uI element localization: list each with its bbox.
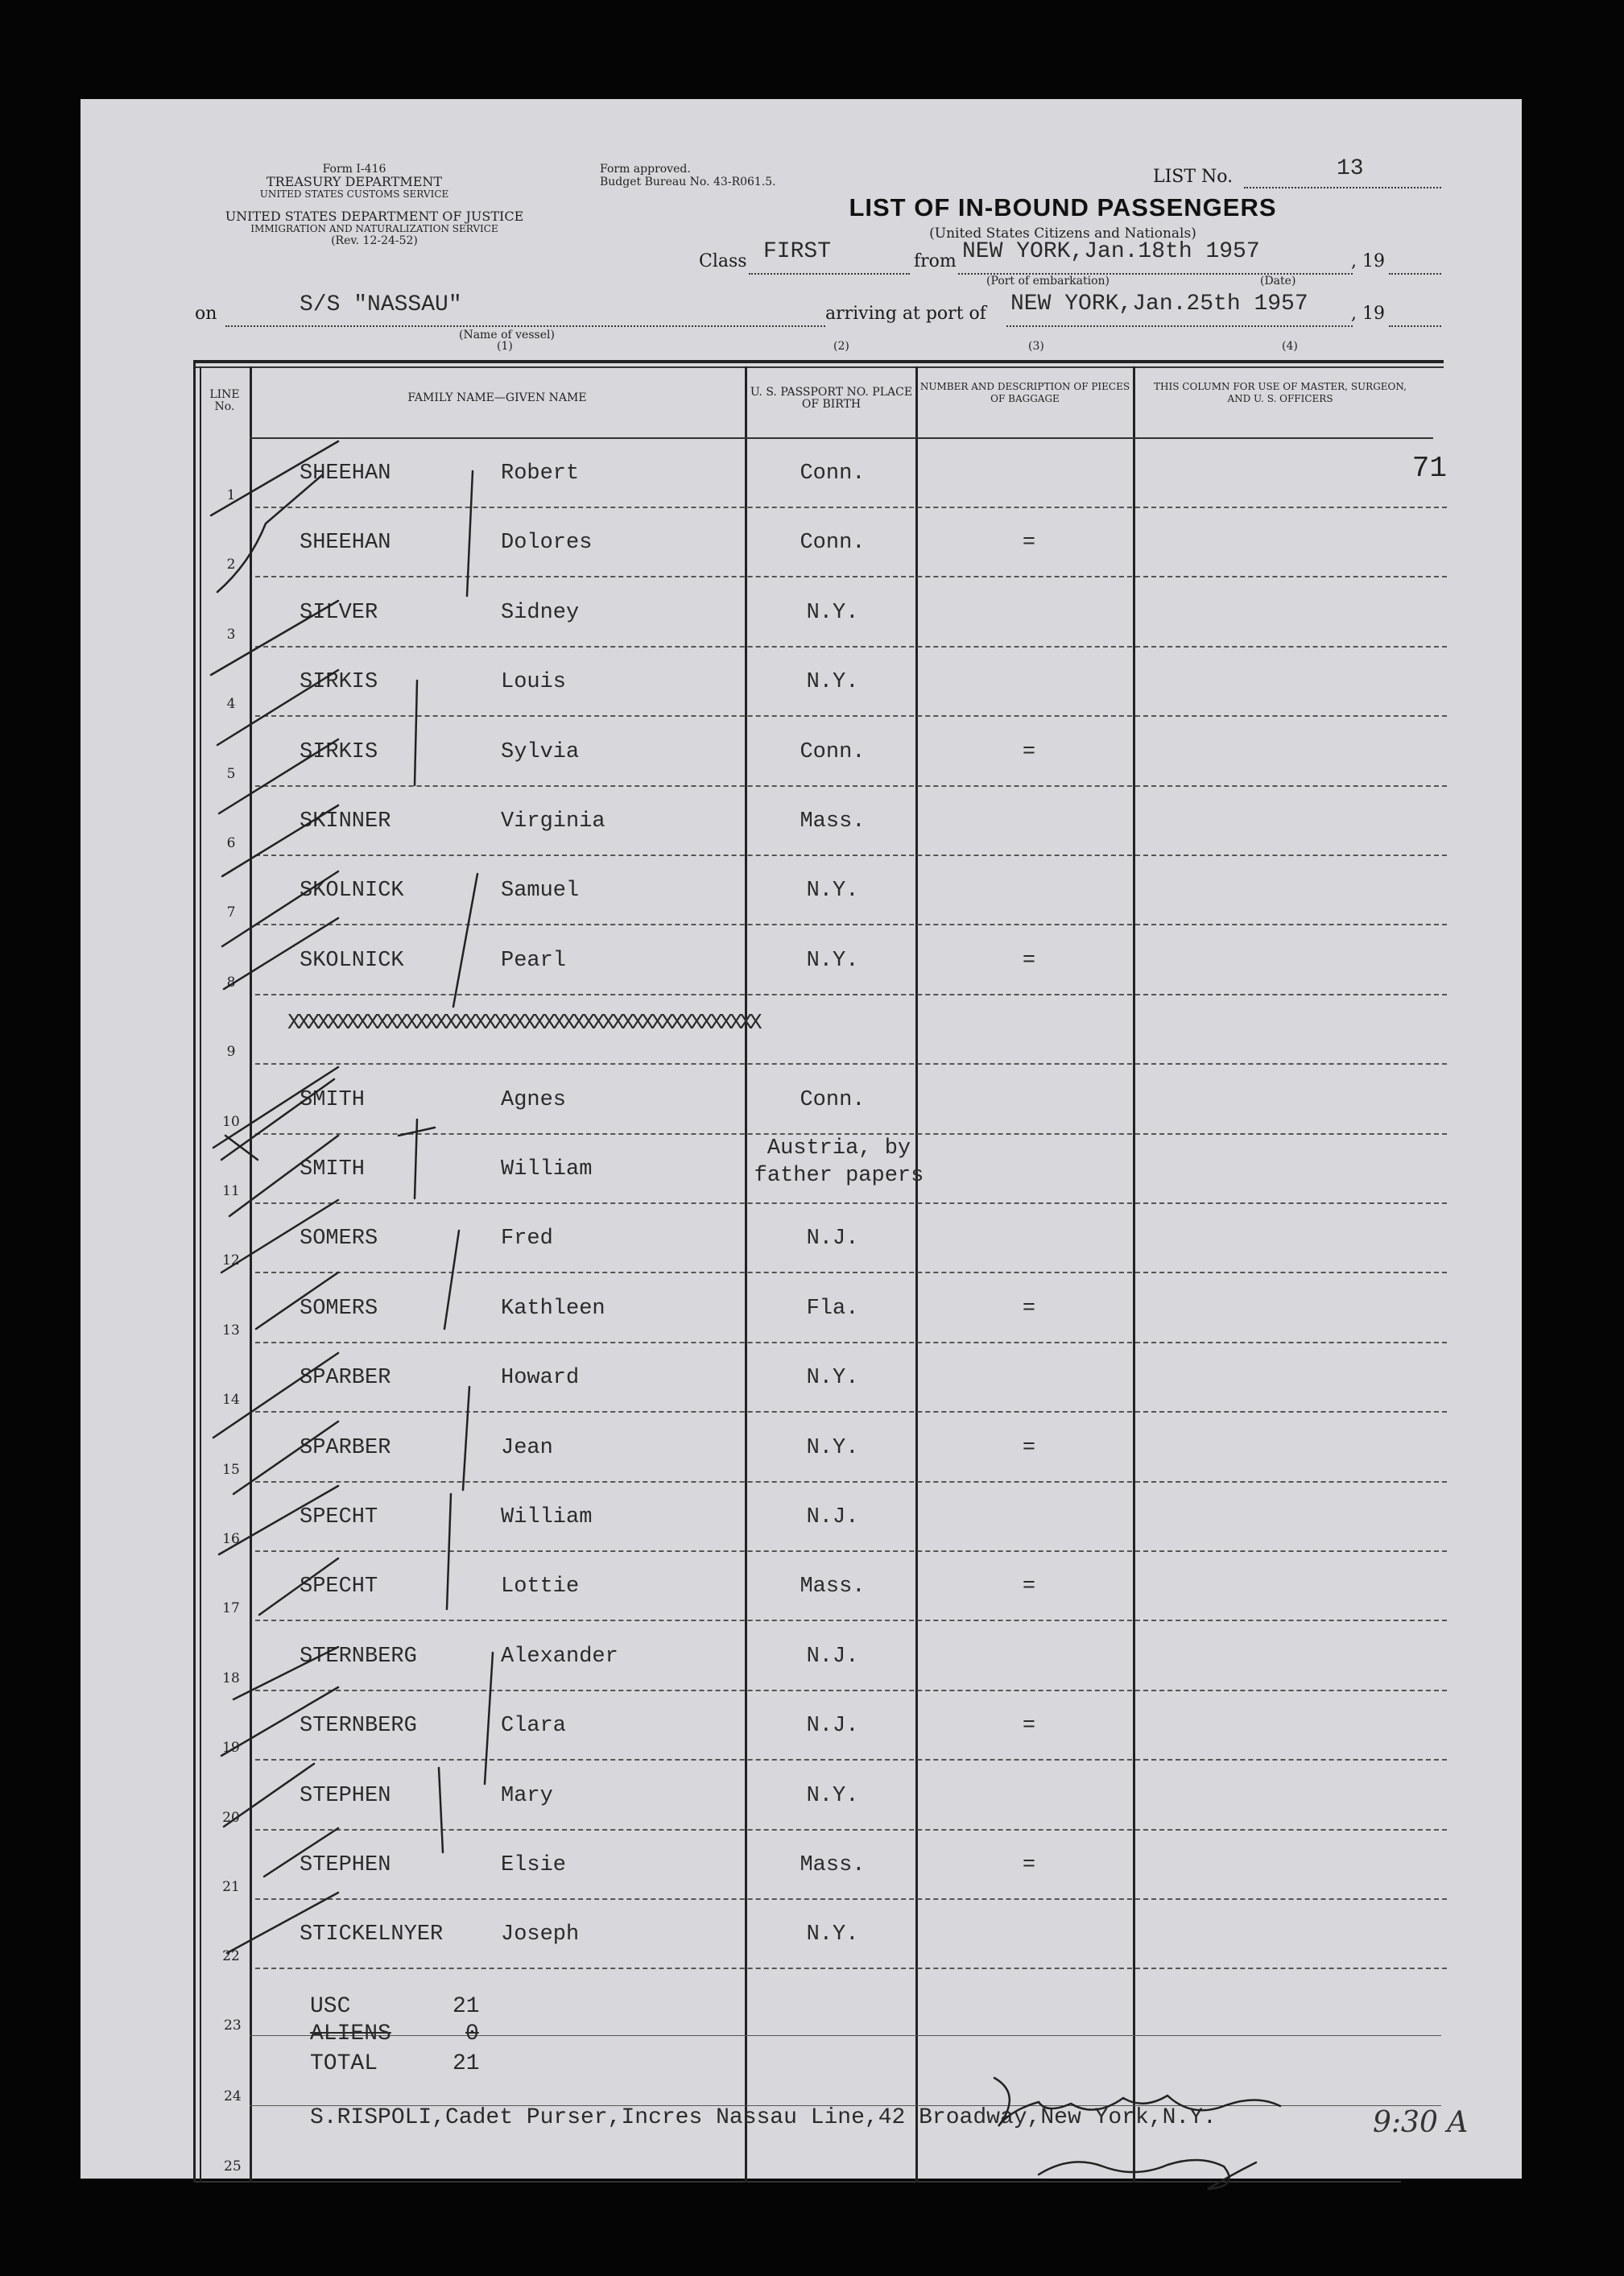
check-mark-12: [221, 1200, 338, 1272]
purser-signature-line: S.RISPOLI,Cadet Purser,Incres Nassau Line,42 Broadway,New York,N.Y.: [310, 2105, 1217, 2130]
given-name: Joseph: [501, 1922, 580, 1947]
arriving-label: arriving at port of: [825, 304, 986, 324]
check-mark-17: [259, 1558, 338, 1615]
line-number: 12: [222, 1252, 240, 1268]
vessel-name: S/S "NASSAU": [300, 292, 462, 317]
check-mark-10: [213, 1067, 338, 1160]
family-bracket-sternberg: [485, 1653, 493, 1784]
handwritten-time-note: 9:30 A: [1373, 2106, 1469, 2139]
given-name: Pearl: [501, 949, 567, 973]
treasury-dept: TREASURY DEPARTMENT: [266, 174, 443, 189]
justice-dept: UNITED STATES DEPARTMENT OF JUSTICE: [225, 209, 524, 224]
check-mark-21: [264, 1828, 338, 1877]
check-mark-14: [213, 1353, 338, 1438]
check-mark-22: [227, 1893, 338, 1953]
place-of-birth: N.Y.: [806, 879, 859, 903]
line-number: 6: [226, 835, 236, 851]
family-name: SKOLNICK: [300, 949, 404, 973]
family-name: SPARBER: [300, 1366, 391, 1390]
place-of-birth: N.J.: [806, 1227, 859, 1251]
baggage: =: [1022, 1297, 1036, 1321]
given-name: Kathleen: [501, 1297, 605, 1321]
given-name: Fred: [501, 1227, 553, 1251]
line-number: 3: [226, 627, 236, 643]
given-name: Virginia: [501, 809, 605, 834]
baggage: =: [1022, 1853, 1036, 1877]
class-value: FIRST: [763, 239, 832, 264]
year-suffix-2: , 19: [1351, 304, 1385, 324]
line-number: 13: [222, 1322, 240, 1339]
family-bracket-sirkis: [415, 681, 417, 785]
line-number: 10: [222, 1114, 240, 1130]
given-name: Clara: [501, 1714, 567, 1738]
baggage: =: [1022, 531, 1036, 555]
form-revision: (Rev. 12-24-52): [331, 234, 418, 247]
official-signature-2: [1039, 2160, 1256, 2189]
given-name: Agnes: [501, 1088, 567, 1112]
place-of-birth: N.J.: [806, 1645, 859, 1669]
col2-num: (2): [833, 340, 849, 353]
check-mark-20: [224, 1764, 314, 1827]
header-baggage: NUMBER AND DESCRIPTION OF PIECES OF BAGGAGE: [919, 381, 1130, 404]
place-of-birth: Mass.: [800, 809, 866, 834]
date-caption: (Date): [1260, 275, 1296, 288]
form-approved: Form approved.: [600, 163, 691, 176]
line-number: 4: [226, 696, 236, 712]
from-value: NEW YORK,Jan.18th 1957: [962, 239, 1260, 264]
baggage: =: [1022, 1714, 1036, 1738]
line-number: 9: [226, 1044, 236, 1060]
family-name: SOMERS: [300, 1227, 378, 1251]
year-suffix-1: , 19: [1351, 251, 1385, 271]
line-number: 19: [222, 1740, 240, 1756]
class-label: Class: [699, 251, 747, 271]
family-name: SILVER: [300, 601, 378, 625]
place-of-birth: N.Y.: [806, 1784, 859, 1808]
given-name: Lottie: [501, 1575, 580, 1599]
list-no-label: LIST No.: [1153, 167, 1233, 187]
customs-service: UNITED STATES CUSTOMS SERVICE: [259, 188, 449, 200]
family-name: STEPHEN: [300, 1853, 391, 1877]
usc-value: 21: [452, 1994, 480, 2019]
embark-caption: (Port of embarkation): [986, 275, 1110, 288]
given-name: Sylvia: [501, 740, 580, 764]
line-number: 15: [222, 1462, 240, 1478]
header-line: LINE No.: [209, 388, 240, 413]
line-number: 18: [222, 1670, 240, 1686]
family-name: SHEEHAN: [300, 461, 391, 486]
vessel-caption: (Name of vessel): [459, 329, 555, 341]
place-of-birth: Mass.: [800, 1853, 866, 1877]
line-24: 24: [224, 2088, 242, 2104]
form-number: Form I-416: [322, 163, 386, 176]
family-bracket-smith: [399, 1119, 435, 1198]
family-name: STEPHEN: [300, 1784, 391, 1808]
family-name: SPARBER: [300, 1436, 391, 1460]
place-of-birth: Conn.: [800, 531, 866, 555]
place-of-birth: N.J.: [806, 1714, 859, 1738]
total-value: 21: [452, 2051, 480, 2076]
line-25: 25: [224, 2158, 242, 2175]
ins-service: IMMIGRATION AND NATURALIZATION SERVICE: [250, 223, 498, 234]
place-of-birth: N.J.: [806, 1505, 859, 1529]
from-label: from: [914, 251, 957, 271]
line-number: 7: [226, 904, 236, 921]
baggage: =: [1022, 949, 1036, 973]
aliens-label: ALIENS: [310, 2022, 391, 2046]
family-name: STICKELNYER: [300, 1922, 444, 1947]
officer-note: 71: [1411, 452, 1447, 485]
family-name: SIRKIS: [300, 670, 378, 694]
line-number: 16: [222, 1531, 240, 1547]
check-mark-2: [217, 475, 322, 592]
given-name: Elsie: [501, 1853, 567, 1877]
check-mark-18: [233, 1647, 338, 1699]
given-name: Jean: [501, 1436, 553, 1460]
header-officers: THIS COLUMN FOR USE OF MASTER, SURGEON, AND U. S. OFFICERS: [1154, 381, 1407, 404]
family-bracket-somers: [444, 1231, 459, 1329]
check-mark-13: [256, 1272, 338, 1329]
place-of-birth: Conn.: [800, 740, 866, 764]
official-signature-1: [994, 2078, 1280, 2126]
baggage: =: [1022, 740, 1036, 764]
aliens-value: 0: [465, 2022, 479, 2046]
col3-num: (3): [1028, 340, 1044, 353]
check-mark-8: [224, 918, 338, 989]
col1-num: (1): [497, 340, 513, 353]
family-name: SPECHT: [300, 1505, 378, 1529]
place-of-birth: Conn.: [800, 461, 866, 486]
col4-num: (4): [1282, 340, 1298, 353]
line-23: 23: [224, 2017, 242, 2034]
line-number: 2: [226, 557, 236, 573]
given-name: Sidney: [501, 601, 580, 625]
given-name: Robert: [501, 461, 580, 486]
place-of-birth: Conn.: [800, 1088, 866, 1112]
on-label: on: [195, 304, 217, 324]
family-bracket-stephen: [439, 1768, 443, 1852]
line-number: 22: [222, 1948, 240, 1964]
line-number: 20: [222, 1810, 240, 1826]
given-name: Louis: [501, 670, 567, 694]
family-name: SKINNER: [300, 809, 391, 834]
check-mark-15: [233, 1421, 338, 1494]
family-name: SOMERS: [300, 1297, 378, 1321]
baggage: =: [1022, 1575, 1036, 1599]
arrival-value: NEW YORK,Jan.25th 1957: [1010, 292, 1308, 317]
place-of-birth: Fla.: [806, 1297, 859, 1321]
line-number: 21: [222, 1879, 240, 1895]
given-name: Dolores: [501, 531, 593, 555]
check-mark-7: [222, 871, 338, 946]
check-mark-3: [211, 601, 338, 675]
usc-label: USC: [310, 1994, 351, 2019]
family-name: XXXXXXXXXXXXXXXXXXXXXXXXXXXXXXXXXXXXXXXXXXXXXXXX: [287, 1012, 759, 1036]
family-name: SHEEHAN: [300, 531, 391, 555]
header-name: FAMILY NAME—GIVEN NAME: [407, 391, 587, 404]
page-title: LIST OF IN-BOUND PASSENGERS: [849, 193, 1277, 221]
line-number: 11: [222, 1183, 240, 1199]
family-bracket-skolnick: [453, 874, 477, 1007]
place-of-birth: N.Y.: [806, 601, 859, 625]
place-of-birth: N.Y.: [806, 1366, 859, 1390]
place-of-birth: N.Y.: [806, 670, 859, 694]
place-of-birth: N.Y.: [806, 1922, 859, 1947]
page-subtitle: (United States Citizens and Nationals): [929, 226, 1196, 242]
line-number: 5: [226, 766, 236, 782]
check-mark-4: [217, 670, 338, 745]
family-name: STERNBERG: [300, 1645, 417, 1669]
family-name: SMITH: [300, 1088, 366, 1112]
budget-bureau: Budget Bureau No. 43-R061.5.: [600, 176, 776, 188]
check-mark-16: [219, 1486, 338, 1554]
family-name: STERNBERG: [300, 1714, 417, 1738]
place-of-birth: N.Y.: [806, 1436, 859, 1460]
family-bracket-specht: [447, 1494, 451, 1609]
family-name: SMITH: [300, 1157, 366, 1181]
baggage: =: [1022, 1436, 1036, 1460]
check-mark-6: [222, 805, 338, 876]
list-no-value: 13: [1337, 156, 1364, 181]
given-name: William: [501, 1157, 593, 1181]
place-of-birth: N.Y.: [806, 949, 859, 973]
check-mark-5: [219, 739, 338, 813]
line-number: 14: [222, 1392, 240, 1408]
line-number: 8: [226, 975, 236, 991]
check-mark-11: [229, 1136, 338, 1216]
line-number: 17: [222, 1600, 240, 1616]
place-of-birth: Mass.: [800, 1575, 866, 1599]
family-bracket-sparber: [463, 1387, 469, 1490]
given-name: Mary: [501, 1784, 553, 1808]
family-name: SIRKIS: [300, 740, 378, 764]
family-bracket-sheehan: [467, 471, 473, 596]
given-name: Howard: [501, 1366, 580, 1390]
family-name: SPECHT: [300, 1575, 378, 1599]
given-name: Alexander: [501, 1645, 618, 1669]
line-number: 1: [226, 487, 236, 503]
place-of-birth: Austria, by father papers: [754, 1136, 924, 1188]
given-name: William: [501, 1505, 593, 1529]
total-label: TOTAL: [310, 2051, 378, 2076]
header-passport: U. S. PASSPORT NO. PLACE OF BIRTH: [750, 386, 913, 411]
family-name: SKOLNICK: [300, 879, 404, 903]
given-name: Samuel: [501, 879, 580, 903]
